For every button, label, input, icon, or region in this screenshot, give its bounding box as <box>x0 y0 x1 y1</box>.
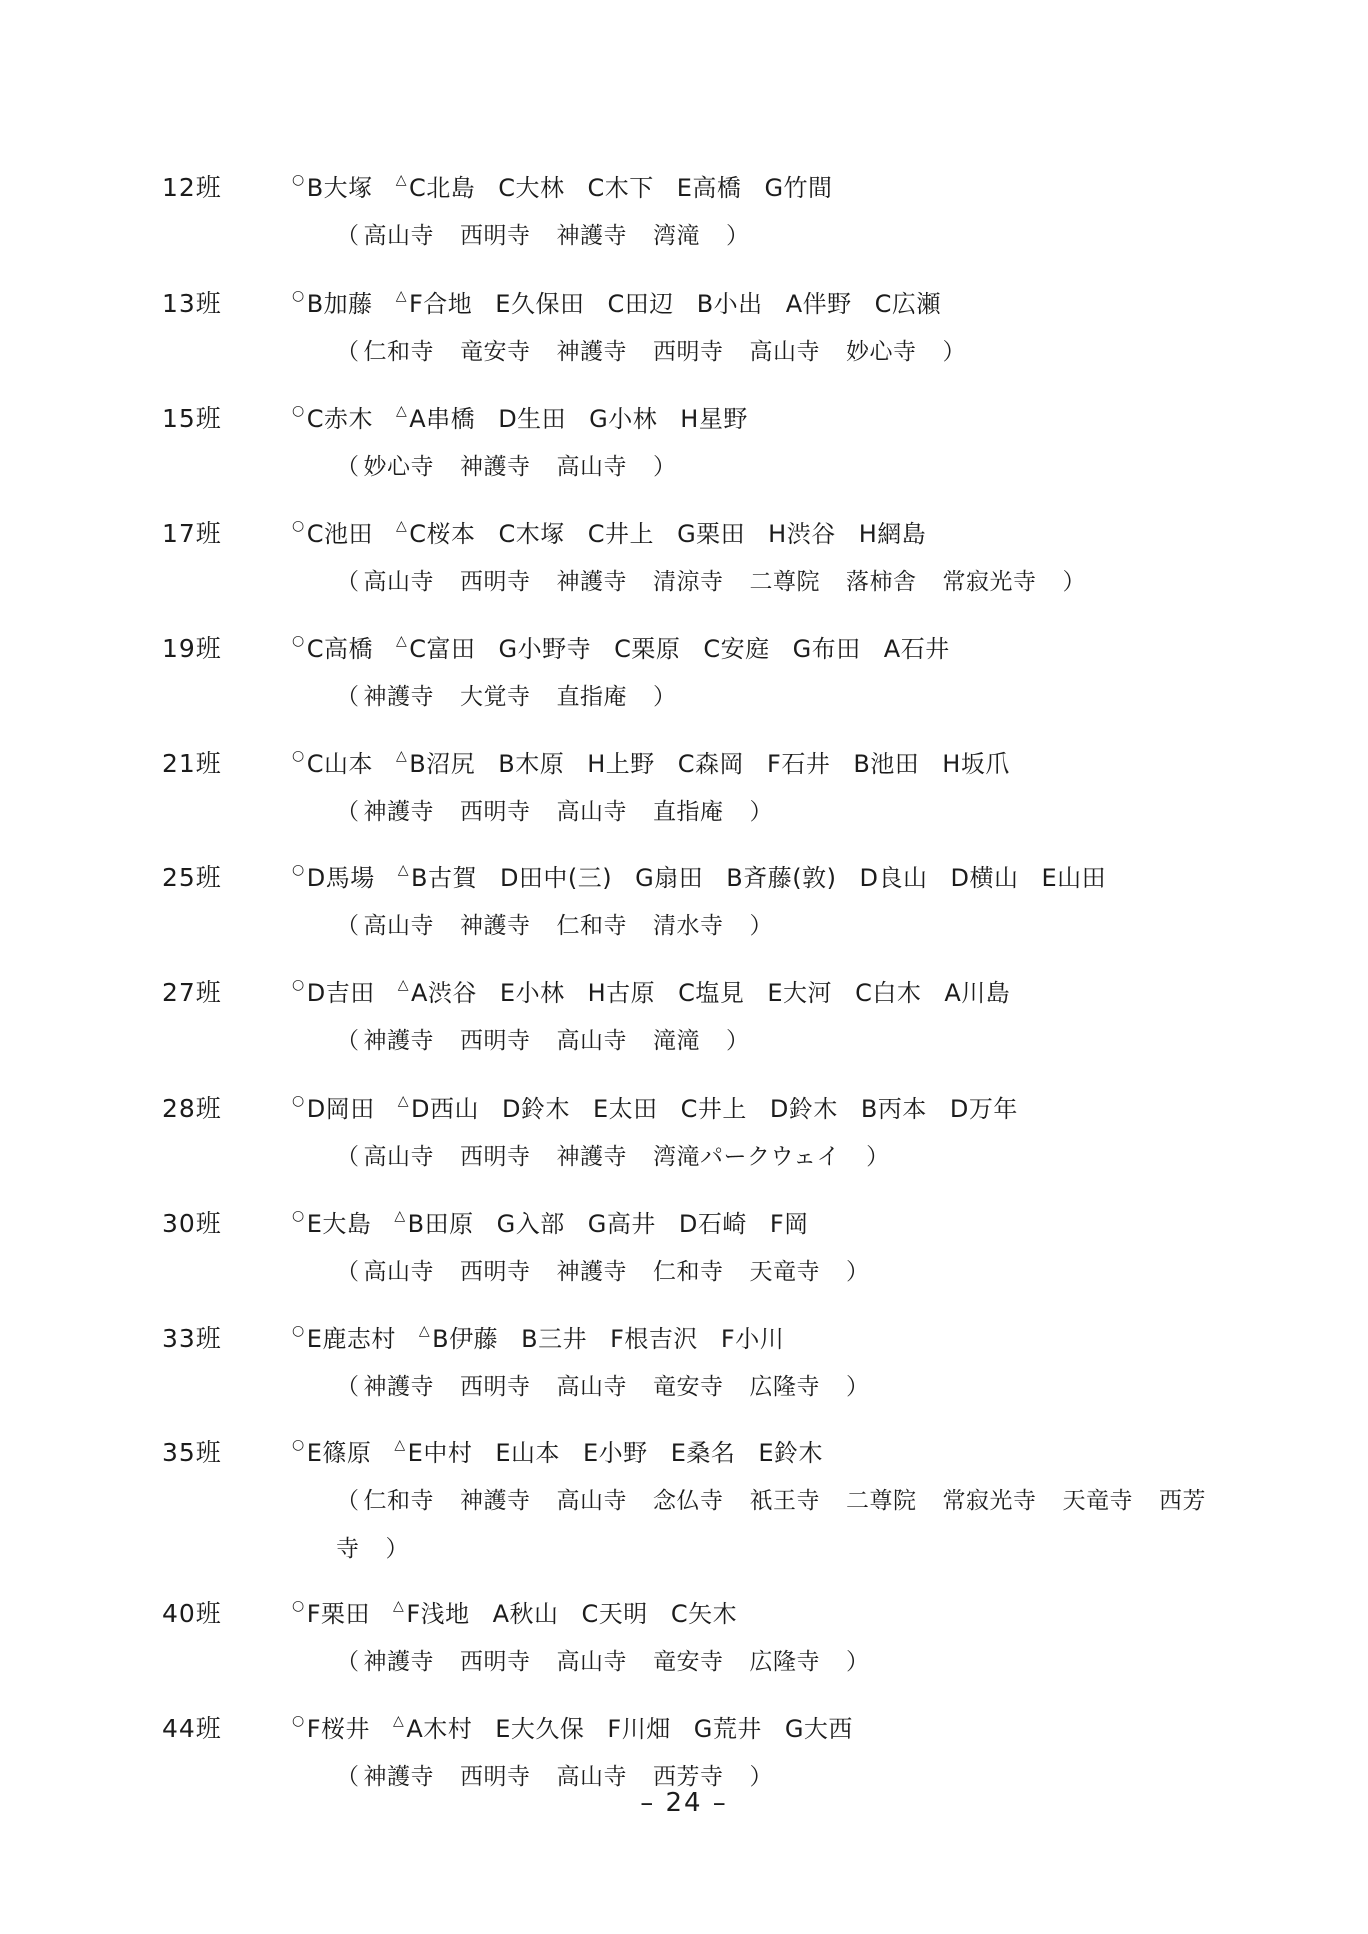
leader-mark: ○ <box>292 1208 305 1224</box>
temple-name: 高山寺 <box>556 1488 627 1514</box>
leader-label: F桜井 <box>306 1715 371 1743</box>
temple-name: 二尊院 <box>749 569 820 595</box>
temple-name: 西明寺 <box>460 799 531 825</box>
group-label: 19班 <box>162 634 222 663</box>
paren-open: （ <box>336 1488 360 1514</box>
member-name: D鈴木 <box>501 1095 570 1123</box>
sub-leader-label: C北島 <box>408 174 476 202</box>
member-name: A秋山 <box>492 1600 559 1628</box>
paren-close: ） <box>726 1028 750 1054</box>
temple-name: 滝滝 <box>653 1028 700 1054</box>
leader-label: C高橋 <box>306 635 373 663</box>
temple-name: 天竜寺 <box>1062 1488 1133 1514</box>
temple-name: 西明寺 <box>460 1144 531 1170</box>
temple-name: 神護寺 <box>460 1488 531 1514</box>
member-name: B斉藤(敦) <box>726 864 837 892</box>
temple-name: 仁和寺 <box>556 913 627 939</box>
member-name: E太田 <box>592 1095 658 1123</box>
member-name: B池田 <box>853 750 920 778</box>
paren-close: ） <box>653 454 677 480</box>
temple-name: 西明寺 <box>460 1764 531 1790</box>
leader-mark: ○ <box>292 977 305 993</box>
temple-name: 神護寺 <box>363 684 434 710</box>
leader-label: D岡田 <box>306 1095 375 1123</box>
member-list <box>292 514 949 549</box>
temple-name: 妙心寺 <box>363 454 434 480</box>
leader-label: E鹿志村 <box>306 1325 396 1353</box>
member-name: E山本 <box>495 1439 561 1467</box>
member-name: B木原 <box>498 750 565 778</box>
sub-leader-label: B田原 <box>407 1210 474 1238</box>
member-name: C井上 <box>587 520 655 548</box>
group-label: 40班 <box>162 1599 222 1628</box>
leader-mark: ○ <box>292 172 305 188</box>
temple-name: 二尊院 <box>846 1488 917 1514</box>
leader-label: B加藤 <box>306 290 373 318</box>
temple-name: 西明寺 <box>460 1259 531 1285</box>
temple-name: 西明寺 <box>653 339 724 365</box>
paren-open: （ <box>336 454 360 480</box>
member-name: G布田 <box>792 635 861 663</box>
paren-open: （ <box>336 1649 360 1675</box>
leader-label: E大島 <box>306 1210 372 1238</box>
group-label: 17班 <box>162 519 222 548</box>
sub-leader-mark: △ <box>395 633 408 649</box>
member-name: G栗田 <box>677 520 746 548</box>
temple-list <box>336 212 1236 260</box>
temple-name: 清涼寺 <box>653 569 724 595</box>
leader-name <box>292 973 375 1008</box>
member-name: D万年 <box>949 1095 1018 1123</box>
member-name: E山田 <box>1041 864 1107 892</box>
member-name: H坂爪 <box>942 750 1010 778</box>
leader-label: C赤木 <box>306 405 373 433</box>
group-label: 21班 <box>162 749 222 778</box>
temple-name: 高山寺 <box>363 223 434 249</box>
leader-name <box>292 1089 375 1124</box>
member-name: A石井 <box>883 635 950 663</box>
sub-leader-name <box>419 1319 498 1354</box>
sub-leader-name <box>396 284 473 319</box>
group-label: 15班 <box>162 404 222 433</box>
temple-name: 高山寺 <box>363 569 434 595</box>
temple-list <box>336 1017 1236 1065</box>
sub-leader-label: F合地 <box>408 290 473 318</box>
temple-list <box>336 788 1236 836</box>
sub-leader-name <box>396 629 476 664</box>
leader-label: D吉田 <box>306 979 375 1007</box>
member-name: G扇田 <box>635 864 704 892</box>
paren-open: （ <box>336 684 360 710</box>
member-name: A伴野 <box>785 290 852 318</box>
paren-open: （ <box>336 1144 360 1170</box>
temple-name: 西明寺 <box>460 1028 531 1054</box>
member-name: B三井 <box>521 1325 588 1353</box>
member-list <box>292 1204 832 1239</box>
paren-close: ） <box>749 1764 773 1790</box>
paren-open: （ <box>336 913 360 939</box>
temple-name: 祇王寺 <box>749 1488 820 1514</box>
sub-leader-label: D西山 <box>410 1095 479 1123</box>
sub-leader-name <box>398 858 477 893</box>
temple-name: 高山寺 <box>556 1649 627 1675</box>
paren-open: （ <box>336 1259 360 1285</box>
member-name: H星野 <box>680 405 748 433</box>
group-label: 44班 <box>162 1714 222 1743</box>
member-name: F根吉沢 <box>610 1325 698 1353</box>
group-label: 28班 <box>162 1094 222 1123</box>
member-name: C白木 <box>855 979 922 1007</box>
temple-name: 高山寺 <box>556 1764 627 1790</box>
member-name: B丙本 <box>860 1095 927 1123</box>
sub-leader-mark: △ <box>394 1208 406 1224</box>
leader-name <box>292 514 373 549</box>
sub-leader-label: C富田 <box>409 635 476 663</box>
leader-name <box>292 629 373 664</box>
temple-name: 高山寺 <box>749 339 820 365</box>
member-name: D横山 <box>950 864 1019 892</box>
temple-name: 高山寺 <box>363 913 434 939</box>
leader-name <box>292 1319 396 1354</box>
sub-leader-name <box>396 168 476 203</box>
group-label: 33班 <box>162 1324 222 1353</box>
member-name: D田中(三) <box>499 864 613 892</box>
leader-name <box>292 858 375 893</box>
temple-name: 広隆寺 <box>749 1374 820 1400</box>
temple-list <box>336 1133 1236 1181</box>
temple-name: 神護寺 <box>556 1144 627 1170</box>
member-list <box>292 1709 876 1744</box>
leader-name <box>292 744 373 779</box>
group-label: 27班 <box>162 978 222 1007</box>
sub-leader-name <box>398 973 477 1008</box>
sub-leader-name <box>394 1204 473 1239</box>
page-number: – 24 – <box>640 1788 728 1818</box>
temple-name: 神護寺 <box>556 1259 627 1285</box>
member-list <box>292 1319 807 1354</box>
member-name: E高橋 <box>676 174 742 202</box>
leader-mark: ○ <box>292 862 305 878</box>
member-list <box>292 399 771 434</box>
member-name: G荒井 <box>693 1715 762 1743</box>
leader-mark: ○ <box>292 1713 305 1729</box>
member-name: F小川 <box>720 1325 785 1353</box>
leader-mark: ○ <box>292 748 305 764</box>
sub-leader-mark: △ <box>397 977 409 993</box>
temple-name: 西明寺 <box>460 569 531 595</box>
member-name: F石井 <box>767 750 831 778</box>
member-name: G竹間 <box>764 174 833 202</box>
member-name: G小野寺 <box>498 635 592 663</box>
leader-mark: ○ <box>292 518 305 534</box>
temple-name: 高山寺 <box>556 1028 627 1054</box>
member-name: E久保田 <box>495 290 585 318</box>
temple-name: 西明寺 <box>460 1374 531 1400</box>
sub-leader-mark: △ <box>418 1323 431 1339</box>
member-name: F岡 <box>769 1210 809 1238</box>
temple-name: 仁和寺 <box>363 339 434 365</box>
temple-name: 高山寺 <box>556 454 627 480</box>
sub-leader-name <box>396 399 475 434</box>
member-name: D生田 <box>498 405 567 433</box>
temple-name: 神護寺 <box>363 1649 434 1675</box>
leader-mark: ○ <box>292 633 305 649</box>
temple-name: 高山寺 <box>363 1259 434 1285</box>
temple-list <box>336 443 1236 491</box>
member-name: G小林 <box>589 405 658 433</box>
member-name: G高井 <box>587 1210 656 1238</box>
temple-name: 竜安寺 <box>460 339 531 365</box>
member-name: A川島 <box>944 979 1011 1007</box>
sub-leader-label: A串橋 <box>409 405 476 433</box>
member-name: E鈴木 <box>758 1439 824 1467</box>
temple-name: 直指庵 <box>556 684 627 710</box>
leader-label: C山本 <box>306 750 373 778</box>
paren-open: （ <box>336 339 360 365</box>
leader-mark: ○ <box>292 1093 305 1109</box>
leader-mark: ○ <box>292 1323 305 1339</box>
group-label: 25班 <box>162 863 222 892</box>
temple-name: 神護寺 <box>363 799 434 825</box>
sub-leader-mark: △ <box>395 403 408 419</box>
temple-list <box>336 1248 1236 1296</box>
member-name: F川畑 <box>607 1715 671 1743</box>
sub-leader-mark: △ <box>397 1093 409 1109</box>
temple-name: 西芳寺 <box>653 1764 724 1790</box>
sub-leader-mark: △ <box>397 862 409 878</box>
leader-label: F栗田 <box>306 1600 371 1628</box>
member-name: E大久保 <box>495 1715 585 1743</box>
sub-leader-mark: △ <box>393 1713 405 1729</box>
member-list <box>292 744 1033 779</box>
member-name: G入部 <box>496 1210 565 1238</box>
group-label: 30班 <box>162 1209 222 1238</box>
member-list <box>292 284 964 319</box>
group-label: 35班 <box>162 1438 222 1467</box>
temple-name: 神護寺 <box>460 454 531 480</box>
member-name: C天明 <box>581 1600 648 1628</box>
group-label: 13班 <box>162 289 222 318</box>
temple-name: 念仏寺 <box>653 1488 724 1514</box>
member-name: E小林 <box>499 979 565 1007</box>
member-name: H上野 <box>587 750 655 778</box>
sub-leader-name <box>396 744 475 779</box>
temple-name: 西明寺 <box>460 223 531 249</box>
temple-name: 竜安寺 <box>653 1649 724 1675</box>
paren-close: ） <box>749 913 773 939</box>
leader-name <box>292 284 373 319</box>
sub-leader-name <box>396 514 476 549</box>
temple-name: 竜安寺 <box>653 1374 724 1400</box>
temple-list <box>336 328 1236 376</box>
temple-name: 広隆寺 <box>749 1649 820 1675</box>
leader-name <box>292 399 373 434</box>
temple-name: 常寂光寺 <box>942 569 1037 595</box>
member-name: C大林 <box>498 174 565 202</box>
member-name: C木下 <box>587 174 654 202</box>
leader-label: E篠原 <box>306 1439 372 1467</box>
member-list <box>292 168 856 203</box>
temple-list <box>336 673 1236 721</box>
temple-list <box>336 1363 1236 1411</box>
temple-list <box>336 558 1236 606</box>
sub-leader-label: B伊藤 <box>432 1325 499 1353</box>
member-list <box>292 973 1033 1008</box>
sub-leader-mark: △ <box>394 1437 406 1453</box>
member-name: D鈴木 <box>769 1095 838 1123</box>
leader-mark: ○ <box>292 1598 305 1614</box>
member-name: H網島 <box>858 520 927 548</box>
sub-leader-label: E中村 <box>407 1439 473 1467</box>
temple-list <box>336 1638 1236 1686</box>
paren-close: ） <box>1062 569 1086 595</box>
member-name: E大河 <box>767 979 833 1007</box>
paren-open: （ <box>336 1374 360 1400</box>
member-name: D石崎 <box>678 1210 747 1238</box>
member-name: C安庭 <box>703 635 770 663</box>
member-name: C森岡 <box>677 750 745 778</box>
member-list <box>292 1089 1041 1124</box>
temple-list <box>336 902 1236 950</box>
paren-close: ） <box>726 223 750 249</box>
leader-label: B大塚 <box>306 174 373 202</box>
sub-leader-label: C桜本 <box>409 520 476 548</box>
leader-mark: ○ <box>292 403 305 419</box>
sub-leader-label: B古賀 <box>410 864 477 892</box>
temple-name: 神護寺 <box>363 1028 434 1054</box>
leader-mark: ○ <box>292 1437 305 1453</box>
paren-open: （ <box>336 223 360 249</box>
paren-open: （ <box>336 1028 360 1054</box>
paren-close: ） <box>846 1374 870 1400</box>
member-name: C矢木 <box>670 1600 738 1628</box>
member-list <box>292 1433 846 1468</box>
sub-leader-label: B沼尻 <box>409 750 476 778</box>
temple-name: 神護寺 <box>556 569 627 595</box>
sub-leader-label: A木村 <box>406 1715 473 1743</box>
sub-leader-mark: △ <box>395 748 408 764</box>
sub-leader-label: F浅地 <box>406 1600 470 1628</box>
paren-close: ） <box>653 684 677 710</box>
member-name: G大西 <box>784 1715 853 1743</box>
temple-name: 神護寺 <box>556 223 627 249</box>
temple-name: 神護寺 <box>363 1374 434 1400</box>
temple-name: 常寂光寺 <box>942 1488 1037 1514</box>
sub-leader-mark: △ <box>395 288 407 304</box>
temple-name: 天竜寺 <box>749 1259 820 1285</box>
member-list <box>292 1594 760 1629</box>
temple-name: 神護寺 <box>556 339 627 365</box>
member-list <box>292 629 973 664</box>
paren-close: ） <box>846 1649 870 1675</box>
temple-name: 高山寺 <box>363 1144 434 1170</box>
leader-name <box>292 1709 370 1744</box>
leader-name <box>292 1204 371 1239</box>
sub-leader-name <box>393 1594 470 1629</box>
temple-name: 西芳寺 <box>336 1488 1206 1562</box>
paren-close: ） <box>749 799 773 825</box>
member-name: C栗原 <box>614 635 681 663</box>
sub-leader-mark: △ <box>395 172 407 188</box>
sub-leader-mark: △ <box>393 1598 405 1614</box>
paren-close: ） <box>846 1259 870 1285</box>
member-list <box>292 858 1129 893</box>
temple-name: 妙心寺 <box>846 339 917 365</box>
temple-name: 西明寺 <box>460 1649 531 1675</box>
temple-name: 大覚寺 <box>460 684 531 710</box>
paren-close: ） <box>385 1536 409 1562</box>
member-name: H渋谷 <box>768 520 836 548</box>
leader-name <box>292 1433 371 1468</box>
leader-label: D馬場 <box>306 864 375 892</box>
temple-name: 仁和寺 <box>363 1488 434 1514</box>
temple-name: 湾滝パークウェイ <box>653 1144 841 1170</box>
member-name: C井上 <box>680 1095 747 1123</box>
temple-name: 神護寺 <box>460 913 531 939</box>
paren-open: （ <box>336 1764 360 1790</box>
sub-leader-name <box>394 1433 472 1468</box>
leader-label: C池田 <box>306 520 373 548</box>
temple-name: 清水寺 <box>653 913 724 939</box>
temple-list <box>336 1477 1236 1573</box>
sub-leader-name <box>393 1709 472 1744</box>
member-name: C塩見 <box>678 979 745 1007</box>
temple-name: 高山寺 <box>556 799 627 825</box>
paren-close: ） <box>866 1144 890 1170</box>
member-name: C広瀬 <box>874 290 941 318</box>
leader-name <box>292 1594 370 1629</box>
sub-leader-name <box>398 1089 479 1124</box>
leader-mark: ○ <box>292 288 305 304</box>
paren-open: （ <box>336 569 360 595</box>
temple-name: 落柿舎 <box>846 569 917 595</box>
temple-name: 高山寺 <box>556 1374 627 1400</box>
member-name: D良山 <box>859 864 928 892</box>
member-name: E桑名 <box>670 1439 736 1467</box>
temple-name: 湾滝 <box>653 223 700 249</box>
paren-close: ） <box>942 339 966 365</box>
member-name: C木塚 <box>498 520 565 548</box>
sub-leader-mark: △ <box>395 518 408 534</box>
leader-name <box>292 168 373 203</box>
temple-name: 仁和寺 <box>653 1259 724 1285</box>
sub-leader-label: A渋谷 <box>410 979 477 1007</box>
member-name: C田辺 <box>607 290 674 318</box>
group-label: 12班 <box>162 173 222 202</box>
member-name: E小野 <box>583 1439 648 1467</box>
temple-name: 神護寺 <box>363 1764 434 1790</box>
member-name: B小出 <box>696 290 763 318</box>
member-name: H古原 <box>587 979 656 1007</box>
temple-name: 直指庵 <box>653 799 724 825</box>
paren-open: （ <box>336 799 360 825</box>
